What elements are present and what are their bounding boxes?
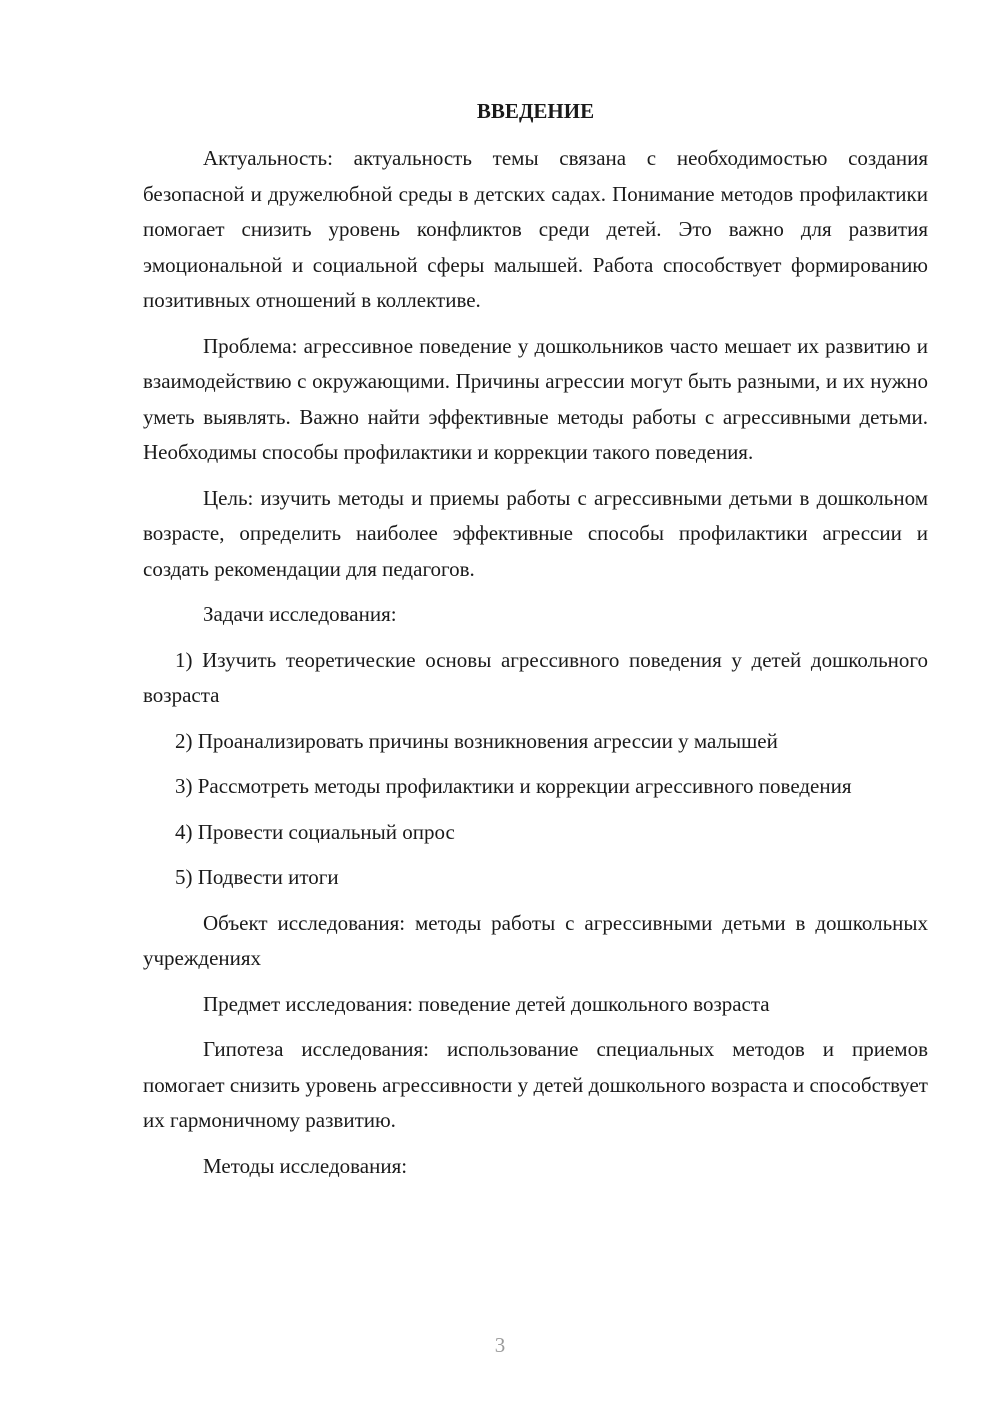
task-item-4: 4) Провести социальный опрос xyxy=(175,819,455,844)
task-item-3: 3) Рассмотреть методы профилактики и коррекции агрессивного поведения xyxy=(175,774,852,798)
object-paragraph: Объект исследования: методы работы с агрессивными детьми в дошкольных учреждениях xyxy=(143,910,928,970)
page-heading: ВВЕДЕНИЕ xyxy=(476,99,595,123)
document-page xyxy=(143,94,928,1194)
tasks-label: Задачи исследования: xyxy=(203,602,397,626)
goal-paragraph: Цель: изучить методы и приемы работы с агрессивными детьми в дошкольном возрасте, определить наиболее эффективные способы профилактики агрессии и создать рекомендации для педагогов. xyxy=(143,485,928,581)
subject-paragraph: Предмет исследования: поведение детей дошкольного возраста xyxy=(203,991,770,1016)
page-number: 3 xyxy=(494,1333,506,1357)
task-item-1: 1) Изучить теоретические основы агрессивного поведения у детей дошкольного возраста xyxy=(143,647,928,707)
task-item-5: 5) Подвести итоги xyxy=(175,865,339,889)
relevance-paragraph: Актуальность: актуальность темы связана с необходимостью создания безопасной и дружелюбной среды в детских садах. Понимание методов профилактики помогает снизить уровень конфликтов среди детей. Это важно для развития эмоциональной и социальной сферы малышей. Работа способствует формированию позитивных отношений в коллективе. xyxy=(143,146,928,312)
methods-label: Методы исследования: xyxy=(203,1153,408,1178)
hypothesis-paragraph: Гипотеза исследования: использование специальных методов и приемов помогает снизить уровень агрессивности у детей дошкольного возраста и способствует их гармоничному развитию. xyxy=(143,1037,928,1132)
problem-paragraph: Проблема: агрессивное поведение у дошкольников часто мешает их развитию и взаимодействию с окружающими. Причины агрессии могут быть разными, и их нужно уметь выявлять. Важно найти эффективные методы работы с агрессивными детьми. Необходимы способы профилактики и коррекции такого поведения. xyxy=(143,333,928,464)
task-item-2: 2) Проанализировать причины возникновения агрессии у малышей xyxy=(175,728,778,753)
